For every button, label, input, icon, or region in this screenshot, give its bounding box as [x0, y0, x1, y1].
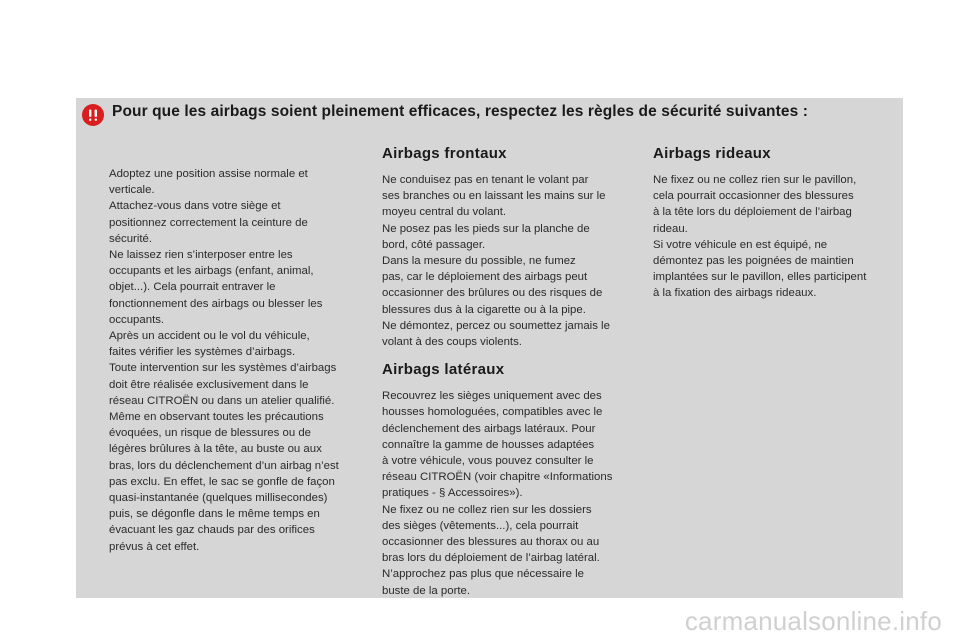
page-headline: Pour que les airbags soient pleinement efficaces, respectez les règles de sécurité suivantes : [112, 103, 808, 120]
curtain-column [653, 144, 893, 302]
curtain-airbags-text: Ne fixez ou ne collez rien sur le pavillon, cela pourrait occasionner des blessures à la tête lors du déploiement de l’airbag rideau. Si votre véhicule en est équipé, ne démontez pas les poignées de maintien implantées sur le pavillon, elles participent à la fixation des airbags rideaux. [653, 174, 867, 300]
general-rules-column [109, 166, 359, 555]
exclamation-glyphs [86, 108, 100, 122]
curtain-airbags-title: Airbags rideaux [653, 145, 771, 162]
lateral-airbags-text: Recouvrez les sièges uniquement avec des housses homologuées, compatibles avec le déclenchement des airbags latéraux. Pour connaître la gamme de housses adaptées à votre véhicule, vous pouvez consulter le réseau CITROËN (voir chapitre «Informations pratiques - § Accessoires»). Ne fixez ou ne collez rien sur les dossiers des sièges (vêtements...), cela pourrait occasionner des blessures au thorax ou au bras lors du déploiement de l’airbag latéral. N’approchez pas plus que nécessaire le buste de la porte. [382, 390, 613, 597]
frontal-airbags-text: Ne conduisez pas en tenant le volant par ses branches ou en laissant les mains sur le moyeu central du volant. Ne posez pas les pieds sur la planche de bord, côté passager. Dans la mesure du possible, ne fumez pas, car le déploiement des airbags peut occasionner des brûlures ou des risques de blessures dus à la cigarette ou à la pipe. Ne démontez, percez ou soumettez jamais le volant à des coups violents. [382, 174, 610, 349]
frontal-airbags-title: Airbags frontaux [382, 145, 507, 162]
warning-double-exclamation-icon [82, 104, 104, 126]
lateral-airbags-title: Airbags latéraux [382, 361, 505, 379]
watermark: carmanualsonline.info [684, 606, 942, 636]
general-rules-text: Adoptez une position assise normale et verticale. Attachez-vous dans votre siège et positionnez correctement la ceinture de sécurité. Ne laissez rien s’interposer entre les occupants et les airbags (enfant, animal, objet...). Cela pourrait entraver le fonctionnement des airbags ou blesser les occupants. Après un accident ou le vol du véhicule, faites vérifier les systèmes d’airbags. Toute intervention sur les systèmes d’airbags doit être réalisée exclusivement dans le réseau CITROËN ou dans un atelier qualifié. Même en observant toutes les précautions évoquées, un risque de blessures ou de légères brûlures à la tête, au buste ou aux bras, lors du déclenchement d’un airbag n’est pas exclu. En effet, le sac se gonfle de façon quasi-instantanée (quelques millisecondes) puis, se dégonfle dans le même temps en évacuant les gaz chauds par des orifices prévus à cet effet. [109, 168, 339, 553]
frontal-lateral-column [382, 144, 634, 599]
